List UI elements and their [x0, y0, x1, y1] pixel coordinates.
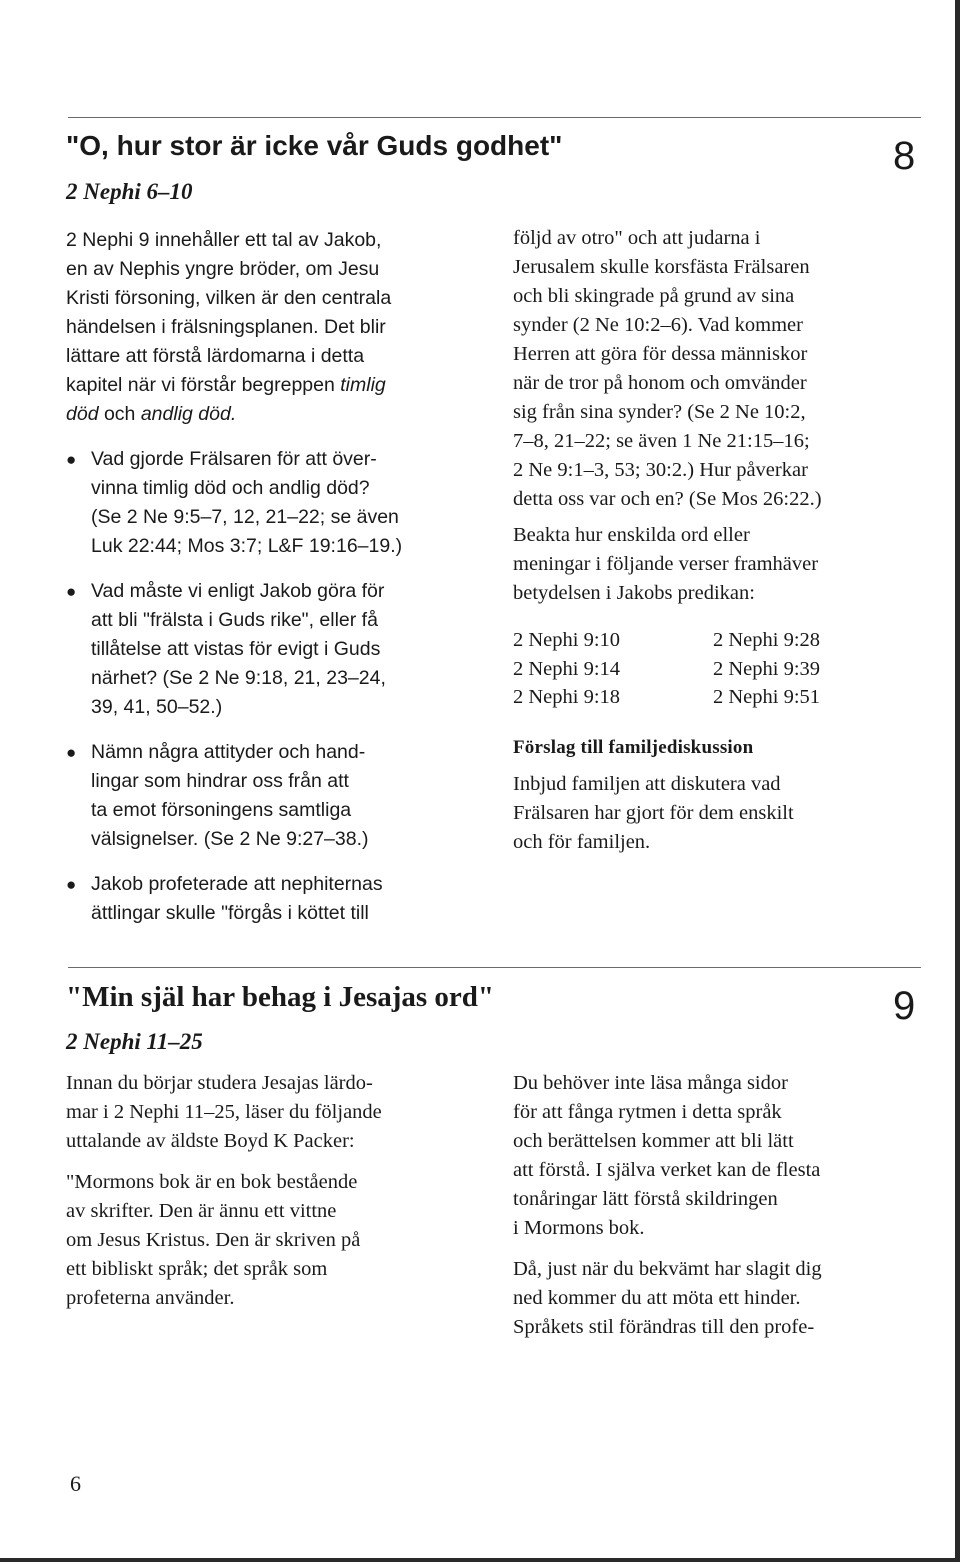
text-line: tillåtelse att vistas för evigt i Guds [91, 638, 381, 660]
text-line: Nämn några attityder och hand- [91, 741, 366, 763]
text-line: (Se 2 Ne 9:5–7, 12, 21–22; se även [91, 506, 399, 528]
text-line: Då, just när du bekvämt har slagit dig [513, 1258, 822, 1280]
intro-paragraph [66, 226, 486, 429]
bullet-item [66, 577, 486, 722]
text-line: av skrifter. Den är ännu ett vittne [66, 1200, 337, 1222]
text-line: Beakta hur enskilda ord eller [513, 524, 750, 546]
text-line: närhet? (Se 2 Ne 9:18, 21, 23–24, [91, 667, 386, 689]
text-line: och för familjen. [513, 831, 651, 853]
text-line: kapitel när vi förstår begreppen timlig [66, 374, 386, 396]
list-item: 2 Nephi 9:18 2 Nephi 9:51 [513, 686, 821, 708]
text-line: 7–8, 21–22; se även 1 Ne 21:15–16; [513, 430, 810, 452]
text-line: lingar som hindrar oss från att [91, 770, 349, 792]
body-paragraph [513, 1069, 933, 1243]
text-line: händelsen i frälsningsplanen. Det blir [66, 316, 386, 338]
text-line: ättlingar skulle "förgås i köttet till [91, 902, 369, 924]
text-line: synder (2 Ne 10:2–6). Vad kommer [513, 314, 803, 336]
text-line: Herren att göra för dessa människor [513, 343, 808, 365]
bullet-icon: ● [66, 743, 77, 762]
text-line: välsignelser. (Se 2 Ne 9:27–38.) [91, 828, 369, 850]
bullet-item [66, 445, 486, 561]
body-paragraph [513, 521, 933, 608]
text-line: tonåringar lätt förstå skildringen [513, 1188, 778, 1210]
text-line: Inbjud familjen att diskutera vad [513, 773, 781, 795]
left-column [66, 226, 486, 928]
text-line: att förstå. I själva verket kan de flesta [513, 1159, 821, 1181]
family-discussion-text [513, 770, 933, 857]
text-line: mar i 2 Nephi 11–25, läser du följande [66, 1101, 382, 1123]
scripture-reference: 2 Nephi 11–25 [66, 1029, 203, 1054]
text-line: Luk 22:44; Mos 3:7; L&F 19:16–19.) [91, 535, 403, 557]
quote-paragraph [66, 1168, 496, 1313]
text-line: ett bibliskt språk; det språk som [66, 1258, 328, 1280]
scripture-reference: 2 Nephi 6–10 [66, 179, 193, 204]
text-line: uttalande av äldste Boyd K Packer: [66, 1130, 355, 1152]
text-line: och bli skingrade på grund av sina [513, 285, 795, 307]
lesson-title: "Min själ har behag i Jesajas ord" [66, 981, 495, 1013]
text-line: Innan du börjar studera Jesajas lärdo- [66, 1072, 373, 1094]
text-line: sig från sina synder? (Se 2 Ne 10:2, [513, 401, 806, 423]
text-line: Du behöver inte läsa många sidor [513, 1072, 788, 1094]
list-item: 2 Nephi 9:14 2 Nephi 9:39 [513, 657, 821, 680]
page-edge-right [955, 0, 960, 1562]
page-number: 6 [70, 1471, 81, 1496]
text-line: ta emot försoningens samtliga [91, 799, 352, 821]
text-line: "Mormons bok är en bok bestående [66, 1171, 358, 1193]
text-line: att bli "frälsta i Guds rike", eller få [91, 609, 378, 631]
text-line: om Jesus Kristus. Den är skriven på [66, 1229, 361, 1251]
text-line: lättare att förstå lärdomarna i detta [66, 345, 365, 367]
body-paragraph [513, 1255, 933, 1342]
text-line: Språkets stil förändras till den profe- [513, 1316, 815, 1338]
text-line: Jerusalem skulle korsfästa Frälsaren [513, 256, 810, 278]
text-line: för att fånga rytmen i detta språk [513, 1101, 782, 1123]
text-line: vinna timlig död och andlig död? [91, 477, 370, 499]
bullet-icon: ● [66, 875, 77, 894]
text-line: Vad måste vi enligt Jakob göra för [91, 580, 385, 602]
text-line: ned kommer du att möta ett hinder. [513, 1287, 801, 1309]
body-paragraph [513, 224, 933, 514]
bullet-item [66, 870, 486, 928]
text-line: och berättelsen kommer att bli lätt [513, 1130, 794, 1152]
lesson-title: "O, hur stor är icke vår Guds godhet" [66, 130, 563, 161]
text-line: 2 Ne 9:1–3, 53; 30:2.) Hur påverkar [513, 459, 808, 481]
body-paragraph [66, 1069, 496, 1156]
text-line: 2 Nephi 9 innehåller ett tal av Jakob, [66, 229, 382, 251]
list-item: 2 Nephi 9:10 2 Nephi 9:28 [513, 629, 821, 651]
page-edge-bottom [0, 1558, 960, 1562]
left-column [66, 1069, 496, 1313]
text-line: detta oss var och en? (Se Mos 26:22.) [513, 488, 822, 510]
text-line: betydelsen i Jakobs predikan: [513, 582, 755, 604]
text-line: Kristi försoning, vilken är den centrala [66, 287, 392, 309]
right-column [513, 224, 933, 608]
family-discussion-heading: Förslag till familjediskussion [513, 737, 754, 758]
bullet-icon: ● [66, 450, 77, 469]
text-line: profeterna använder. [66, 1287, 235, 1309]
section-rule [68, 967, 921, 968]
section-rule [68, 117, 921, 118]
text-line: när de tror på honom och omvänder [513, 372, 807, 394]
text-line: Vad gjorde Frälsaren för att över- [91, 448, 377, 470]
text-line: 39, 41, 50–52.) [91, 696, 223, 718]
text-line: meningar i följande verser framhäver [513, 553, 819, 575]
lesson-number: 9 [893, 984, 916, 1028]
right-column [513, 1069, 933, 1342]
bullet-icon: ● [66, 582, 77, 601]
bullet-item [66, 738, 486, 854]
verse-reference-list [513, 626, 913, 712]
lesson-number: 8 [893, 134, 916, 178]
text-line: död och andlig död. [66, 403, 237, 425]
text-line: i Mormons bok. [513, 1217, 645, 1239]
text-line: Jakob profeterade att nephiternas [91, 873, 383, 895]
text-line: följd av otro" och att judarna i [513, 227, 761, 249]
text-line: en av Nephis yngre bröder, om Jesu [66, 258, 380, 280]
text-line: Frälsaren har gjort för dem enskilt [513, 802, 794, 824]
